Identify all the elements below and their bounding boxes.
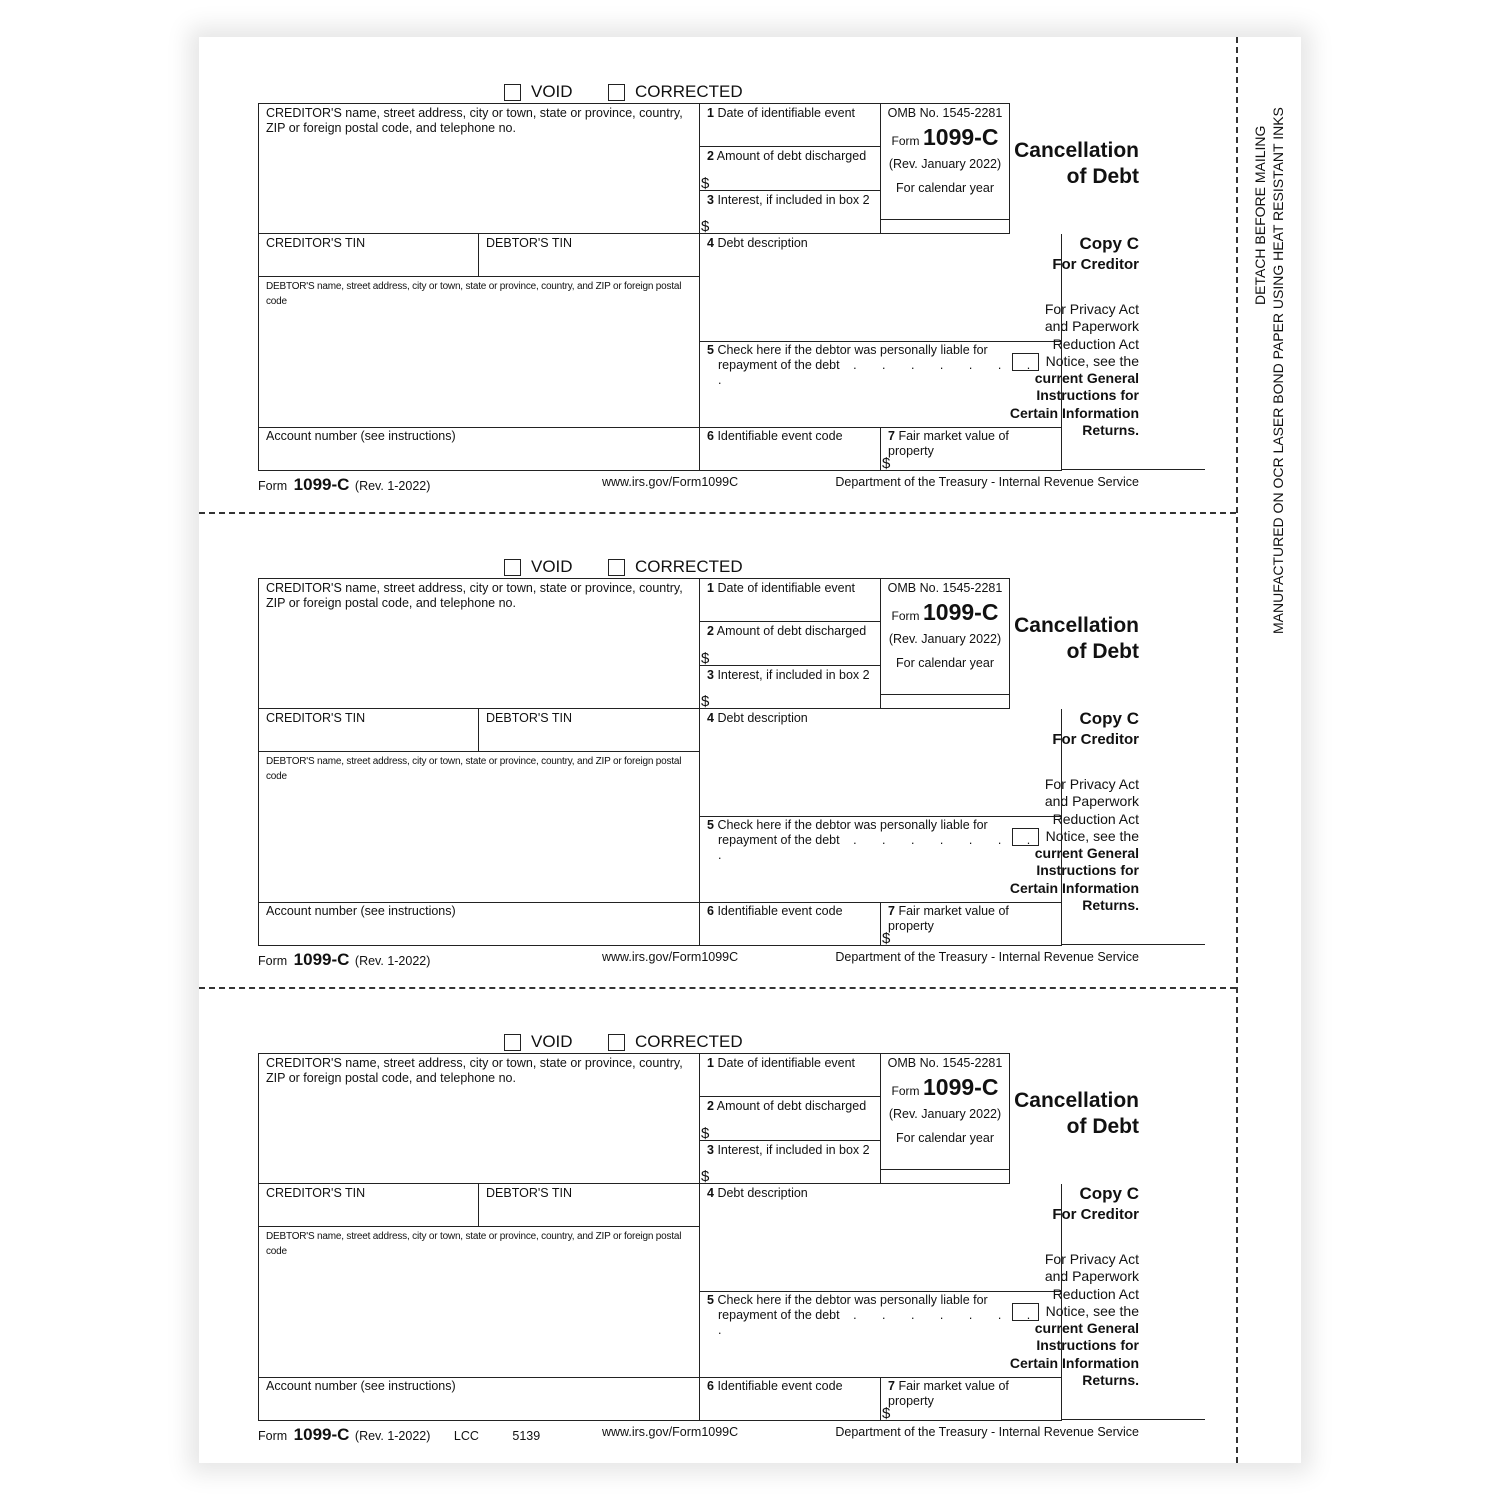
footer-url: www.irs.gov/Form1099C <box>602 475 739 489</box>
footer-form-id: Form 1099-C (Rev. 1-2022) <box>258 475 431 494</box>
void-label: VOID <box>531 557 573 576</box>
omb-number: OMB No. 1545-2281 <box>887 1056 1003 1070</box>
box7-fair-market-value[interactable]: 7 Fair market value of property $ <box>880 902 1062 946</box>
bottom-rule <box>1061 944 1205 945</box>
creditor-name-field[interactable]: CREDITOR'S name, street address, city or town, state or province, country, ZIP or foreign postal code, and telephone no. <box>258 1053 699 1184</box>
form-number: 1099-C <box>923 599 999 625</box>
box3-interest[interactable]: 3 Interest, if included in box 2 $ <box>699 665 881 709</box>
box5-personally-liable: 5 Check here if the debtor was personally liable for repayment of the debt . . . . . . . . <box>699 341 1062 428</box>
creditor-name-field[interactable]: CREDITOR'S name, street address, city or town, state or province, country, ZIP or foreign postal code, and telephone no. <box>258 103 699 234</box>
footer-code: 5139 <box>512 1429 541 1443</box>
corrected-checkbox[interactable] <box>608 82 743 102</box>
corrected-checkbox[interactable] <box>608 557 743 577</box>
creditor-tin-field[interactable]: CREDITOR'S TIN <box>258 1184 479 1227</box>
copy-label: Copy C For Creditor <box>1052 234 1139 273</box>
detach-notice: DETACH BEFORE MAILING <box>1252 125 1268 305</box>
debtor-name-field[interactable]: DEBTOR'S name, street address, city or town, state or province, country, and ZIP or foreign postal code <box>258 751 699 903</box>
void-label: VOID <box>531 1032 573 1051</box>
debtor-tin-field[interactable]: DEBTOR'S TIN <box>478 709 699 752</box>
box3-interest[interactable]: 3 Interest, if included in box 2 $ <box>699 1140 881 1184</box>
corrected-label: CORRECTED <box>635 82 743 101</box>
footer-department: Department of the Treasury - Internal Revenue Service <box>835 950 1139 964</box>
box6-event-code[interactable]: 6 Identifiable event code <box>699 1377 881 1421</box>
box1-date[interactable]: 1 Date of identifiable event <box>699 1053 881 1096</box>
footer-url: www.irs.gov/Form1099C <box>602 950 739 964</box>
void-label: VOID <box>531 82 573 101</box>
box6-event-code[interactable]: 6 Identifiable event code <box>699 427 881 471</box>
debtor-name-field[interactable]: DEBTOR'S name, street address, city or town, state or province, country, and ZIP or foreign postal code <box>258 276 699 428</box>
account-number-field[interactable]: Account number (see instructions) <box>258 1377 699 1421</box>
corrected-label: CORRECTED <box>635 1032 743 1051</box>
void-checkbox[interactable] <box>504 1032 573 1052</box>
omb-number: OMB No. 1545-2281 <box>887 581 1003 595</box>
footer-lcc: LCC <box>453 1429 479 1443</box>
copy-label: Copy C For Creditor <box>1052 709 1139 748</box>
footer-department: Department of the Treasury - Internal Revenue Service <box>835 1425 1139 1439</box>
calendar-year: For calendar year <box>896 1131 994 1145</box>
calendar-year: For calendar year <box>896 656 994 670</box>
privacy-notice: For Privacy Act and Paperwork Reduction Act Notice, see the current General Instructions for Certain Information Returns. <box>1009 776 1139 914</box>
footer-url: www.irs.gov/Form1099C <box>602 1425 739 1439</box>
vertical-perforation <box>1236 37 1238 1463</box>
form-number: 1099-C <box>923 124 999 150</box>
box2-amount[interactable]: 2 Amount of debt discharged $ <box>699 1096 881 1140</box>
footer-form-id: Form 1099-C (Rev. 1-2022) LCC 5139 <box>258 1425 541 1444</box>
omb-block: OMB No. 1545-2281 Form 1099-C (Rev. January 2022) For calendar year <box>880 103 1010 234</box>
box4-debt-description[interactable]: 4 Debt description <box>699 234 1062 342</box>
box7-fair-market-value[interactable]: 7 Fair market value of property $ <box>880 427 1062 471</box>
bottom-rule <box>1061 469 1205 470</box>
account-number-field[interactable]: Account number (see instructions) <box>258 902 699 946</box>
calendar-year: For calendar year <box>896 181 994 195</box>
form-title: Cancellation of Debt <box>1014 1089 1139 1138</box>
creditor-tin-field[interactable]: CREDITOR'S TIN <box>258 709 479 752</box>
box4-debt-description[interactable]: 4 Debt description <box>699 1184 1062 1292</box>
debtor-tin-field[interactable]: DEBTOR'S TIN <box>478 1184 699 1227</box>
footer-department: Department of the Treasury - Internal Revenue Service <box>835 475 1139 489</box>
form-title: Cancellation of Debt <box>1014 614 1139 663</box>
privacy-notice: For Privacy Act and Paperwork Reduction Act Notice, see the current General Instructions for Certain Information Returns. <box>1009 301 1139 439</box>
debtor-name-field[interactable]: DEBTOR'S name, street address, city or town, state or province, country, and ZIP or foreign postal code <box>258 1226 699 1378</box>
footer-form-id: Form 1099-C (Rev. 1-2022) <box>258 950 431 969</box>
corrected-checkbox[interactable] <box>608 1032 743 1052</box>
manufactured-notice: MANUFACTURED ON OCR LASER BOND PAPER USING HEAT RESISTANT INKS <box>1270 107 1286 634</box>
form-1099c-copy <box>199 37 1236 512</box>
omb-block: OMB No. 1545-2281 Form 1099-C (Rev. January 2022) For calendar year <box>880 578 1010 709</box>
box3-interest[interactable]: 3 Interest, if included in box 2 $ <box>699 190 881 234</box>
copy-label: Copy C For Creditor <box>1052 1184 1139 1223</box>
box4-debt-description[interactable]: 4 Debt description <box>699 709 1062 817</box>
form-number: 1099-C <box>923 1074 999 1100</box>
box1-date[interactable]: 1 Date of identifiable event <box>699 103 881 146</box>
box2-amount[interactable]: 2 Amount of debt discharged $ <box>699 621 881 665</box>
corrected-label: CORRECTED <box>635 557 743 576</box>
void-checkbox[interactable] <box>504 82 573 102</box>
account-number-field[interactable]: Account number (see instructions) <box>258 427 699 471</box>
box5-personally-liable: 5 Check here if the debtor was personally liable for repayment of the debt . . . . . . . . <box>699 816 1062 903</box>
box1-date[interactable]: 1 Date of identifiable event <box>699 578 881 621</box>
debtor-tin-field[interactable]: DEBTOR'S TIN <box>478 234 699 277</box>
form-title: Cancellation of Debt <box>1014 139 1139 188</box>
creditor-tin-field[interactable]: CREDITOR'S TIN <box>258 234 479 277</box>
omb-block: OMB No. 1545-2281 Form 1099-C (Rev. January 2022) For calendar year <box>880 1053 1010 1184</box>
bottom-rule <box>1061 1419 1205 1420</box>
box6-event-code[interactable]: 6 Identifiable event code <box>699 902 881 946</box>
form-1099c-copy <box>199 987 1236 1462</box>
box2-amount[interactable]: 2 Amount of debt discharged $ <box>699 146 881 190</box>
void-checkbox[interactable] <box>504 557 573 577</box>
creditor-name-field[interactable]: CREDITOR'S name, street address, city or town, state or province, country, ZIP or foreign postal code, and telephone no. <box>258 578 699 709</box>
omb-number: OMB No. 1545-2281 <box>887 106 1003 120</box>
box5-personally-liable: 5 Check here if the debtor was personally liable for repayment of the debt . . . . . . . . <box>699 1291 1062 1378</box>
box7-fair-market-value[interactable]: 7 Fair market value of property $ <box>880 1377 1062 1421</box>
form-1099c-copy <box>199 512 1236 987</box>
privacy-notice: For Privacy Act and Paperwork Reduction Act Notice, see the current General Instructions for Certain Information Returns. <box>1009 1251 1139 1389</box>
form-sheet <box>199 37 1301 1463</box>
